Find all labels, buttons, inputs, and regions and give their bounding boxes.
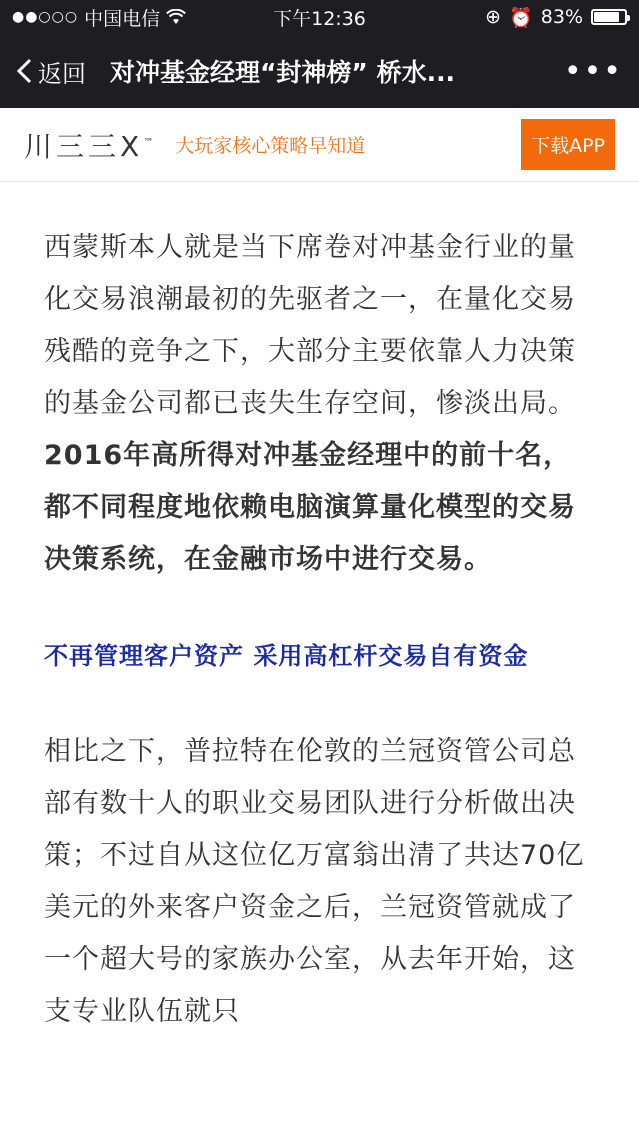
- back-label: 返回: [38, 59, 86, 88]
- download-app-button[interactable]: 下载APP: [521, 119, 615, 170]
- signal-strength-icon: ●●○○○: [12, 9, 79, 25]
- status-left: [12, 4, 186, 31]
- battery-percent: 83%: [540, 6, 583, 28]
- nav-bar: [0, 34, 639, 108]
- article-paragraph-2: 相比之下，普拉特在伦敦的兰冠资管公司总部有数十人的职业交易团队进行分析做出决策；不过自从这位亿万富翁出清了共达70亿美元的外来客户资金之后，兰冠资管就成了一个超大号的家族办公室，从去年开始，这支专业队伍就只: [44, 736, 585, 1027]
- more-options-button[interactable]: •••: [563, 53, 623, 89]
- section-heading: 不再管理客户资产 采用高杠杆交易自有资金: [44, 642, 529, 670]
- paragraph-bold-text: 2016年高所得对冲基金经理中的前十名，都不同程度地依赖电脑演算量化模型的交易决策系统，在金融市场中进行交易。: [44, 440, 576, 575]
- battery-fill: [594, 12, 619, 22]
- paragraph-text: 西蒙斯本人就是当下席卷对冲基金行业的量化交易浪潮最初的先驱者之一，在量化交易残酷的竞争之下，大部分主要依靠人力决策的基金公司都已丧失生存空间，惨淡出局。: [44, 232, 576, 419]
- trademark-icon: ™: [143, 137, 154, 149]
- logo: [24, 125, 153, 165]
- chevron-left-icon: [16, 58, 32, 84]
- status-right: [485, 6, 627, 29]
- article-paragraph-1: [44, 222, 595, 586]
- status-bar: [0, 0, 639, 34]
- rotation-lock-icon: ⊕: [485, 6, 502, 28]
- logo-text: 川三三X: [24, 129, 144, 163]
- page-title: 对冲基金经理“封神榜” 桥水...: [110, 58, 456, 87]
- carrier-name: 中国电信: [84, 7, 161, 30]
- article-body: [0, 182, 639, 1038]
- status-time: 下午12:36: [273, 7, 366, 30]
- alarm-icon: ⏰: [509, 6, 533, 29]
- banner-tagline: 大玩家核心策略早知道: [175, 135, 366, 157]
- wifi-icon: [166, 9, 186, 25]
- battery-icon: [591, 9, 627, 25]
- app-promo-banner: [0, 108, 639, 182]
- back-button[interactable]: [16, 54, 86, 89]
